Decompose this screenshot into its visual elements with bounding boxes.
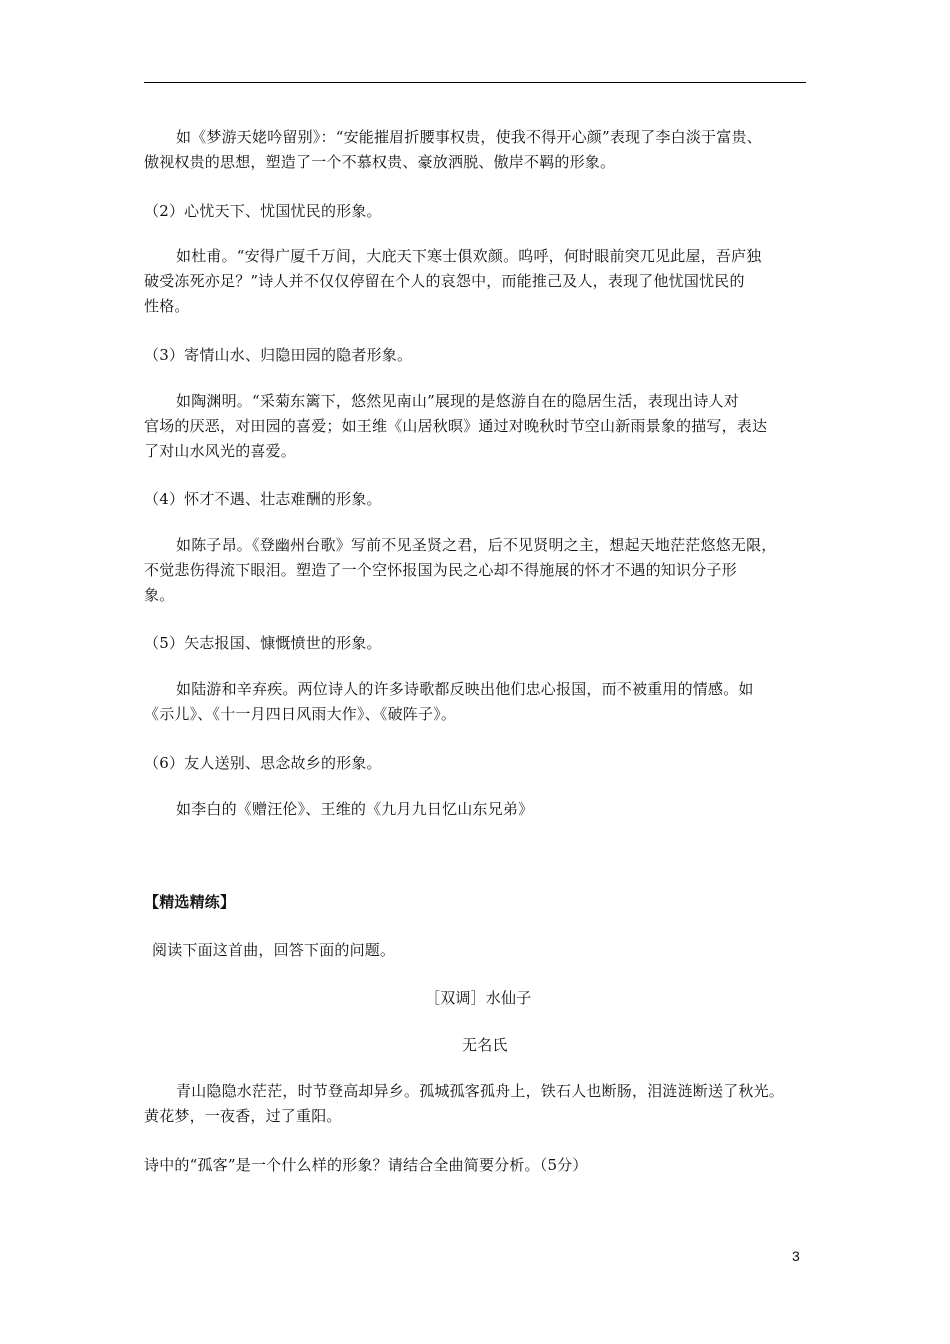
instruction: 阅读下面这首曲，回答下面的问题。 — [152, 941, 396, 959]
poem-line: 青山隐隐水茫茫，时节登高却异乡。孤城孤客孤舟上，铁石人也断肠，泪涟涟断送了秋光。 — [176, 1082, 785, 1100]
section-heading: （5）矢志报国、慷慨愤世的形象。 — [144, 634, 382, 652]
section-title: 【精选精练】 — [144, 893, 236, 911]
section-heading: （3）寄情山水、归隐田园的隐者形象。 — [144, 346, 413, 364]
paragraph-line: 不觉悲伤得流下眼泪。塑造了一个空怀报国为民之心却不得施展的怀才不遇的知识分子形 — [144, 561, 737, 579]
section-heading: （4）怀才不遇、壮志难酬的形象。 — [144, 490, 382, 508]
question: 诗中的“孤客”是一个什么样的形象？请结合全曲简要分析。（5分） — [144, 1156, 588, 1174]
paragraph-line: 如陶渊明。“采菊东篱下，悠然见南山”展现的是悠游自在的隐居生活，表现出诗人对 — [176, 392, 739, 410]
paragraph-line: 如李白的《赠汪伦》、王维的《九月九日忆山东兄弟》 — [176, 800, 534, 818]
paragraph-line: 《示儿》、《十一月四日风雨大作》、《破阵子》。 — [144, 705, 457, 723]
paragraph-line: 性格。 — [144, 297, 190, 315]
poem-author: 无名氏 — [462, 1036, 508, 1054]
header-rule — [144, 82, 806, 83]
poem-title: ［双调］水仙子 — [425, 989, 532, 1007]
paragraph-line: 了对山水风光的喜爱。 — [144, 442, 297, 460]
poem-line: 黄花梦，一夜香，过了重阳。 — [144, 1107, 342, 1125]
paragraph-line: 如陈子昂。《登幽州台歌》写前不见圣贤之君，后不见贤明之主，想起天地茫茫悠悠无限， — [176, 536, 777, 554]
section-heading: （2）心忧天下、忧国忧民的形象。 — [144, 202, 382, 220]
paragraph-line: 如杜甫。“安得广厦千万间，大庇天下寒士俱欢颜。呜呼，何时眼前突兀见此屋，吾庐独 — [176, 247, 762, 265]
page-number: 3 — [792, 1248, 800, 1264]
paragraph-line: 傲视权贵的思想，塑造了一个不慕权贵、豪放洒脱、傲岸不羁的形象。 — [144, 153, 616, 171]
paragraph-line: 破受冻死亦足？”诗人并不仅仅停留在个人的哀怨中，而能推己及人，表现了他忧国忧民的 — [144, 272, 745, 290]
paragraph-line: 官场的厌恶，对田园的喜爱；如王维《山居秋暝》通过对晚秋时节空山新雨景象的描写，表达 — [144, 417, 768, 435]
section-heading: （6）友人送别、思念故乡的形象。 — [144, 754, 382, 772]
paragraph-line: 如《梦游天姥吟留别》：“安能摧眉折腰事权贵，使我不得开心颜”表现了李白淡于富贵、 — [176, 128, 762, 146]
paragraph-line: 象。 — [144, 586, 175, 604]
paragraph-line: 如陆游和辛弃疾。两位诗人的许多诗歌都反映出他们忠心报国，而不被重用的情感。如 — [176, 680, 754, 698]
